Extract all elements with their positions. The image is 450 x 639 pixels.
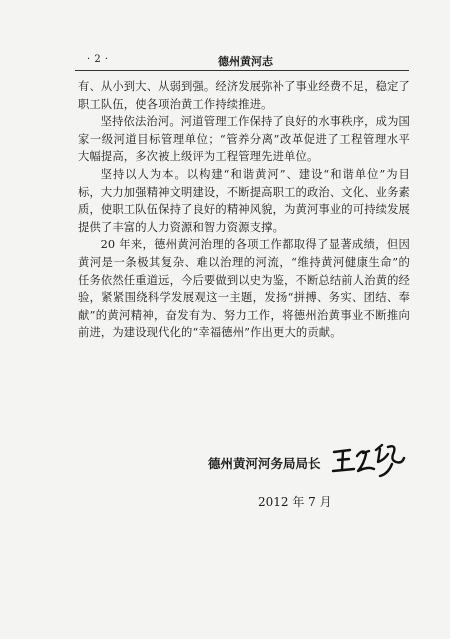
signoff-title: 德州黄河河务局局长 xyxy=(208,456,321,471)
paragraph-people: 坚持以人为本。以构建“和谐黄河”、建设“和谐单位”为目标，大力加强精神文明建设，不断提高职工的政治、文化、业务素质，使职工队伍保持了良好的精神风貌，为黄河事业的可持续发展提供了丰富的人力资源和智力资源支撑。 xyxy=(78,167,410,234)
paragraph-summary: 20 年来，德州黄河治理的各项工作都取得了显著成绩，但因黄河是一条极其复杂、难以治理的河流，“维持黄河健康生命”的任务依然任重道远，今后要做到以史为鉴，不断总结前人治黄的经验，紧紧围绕科学发展观这一主题，发扬“拼搏、务实、团结、奉献”的黄河精神，奋发有为、努力工作，将德州治黄事业不断推向前进，为建设现代化的“幸福德州”作出更大的贡献。 xyxy=(78,238,410,340)
handwritten-signature xyxy=(330,440,412,480)
signoff-date: 2012 年 7 月 xyxy=(258,495,332,509)
paragraph-continuation: 有、从小到大、从弱到强。经济发展弥补了事业经费不足，稳定了职工队伍，使各项治黄工作持续推进。 xyxy=(78,80,410,111)
running-title: 德州黄河志 xyxy=(218,55,273,68)
body-text xyxy=(78,78,410,342)
page-number: · 2 · xyxy=(87,54,109,65)
page-header xyxy=(75,52,409,71)
paragraph-law: 坚持依法治河。河道管理工作保持了良好的水事秩序，成为国家一级河道目标管理单位；“管养分离”改革促进了工程管理水平大幅提高，多次被上级评为工程管理先进单位。 xyxy=(78,115,410,164)
